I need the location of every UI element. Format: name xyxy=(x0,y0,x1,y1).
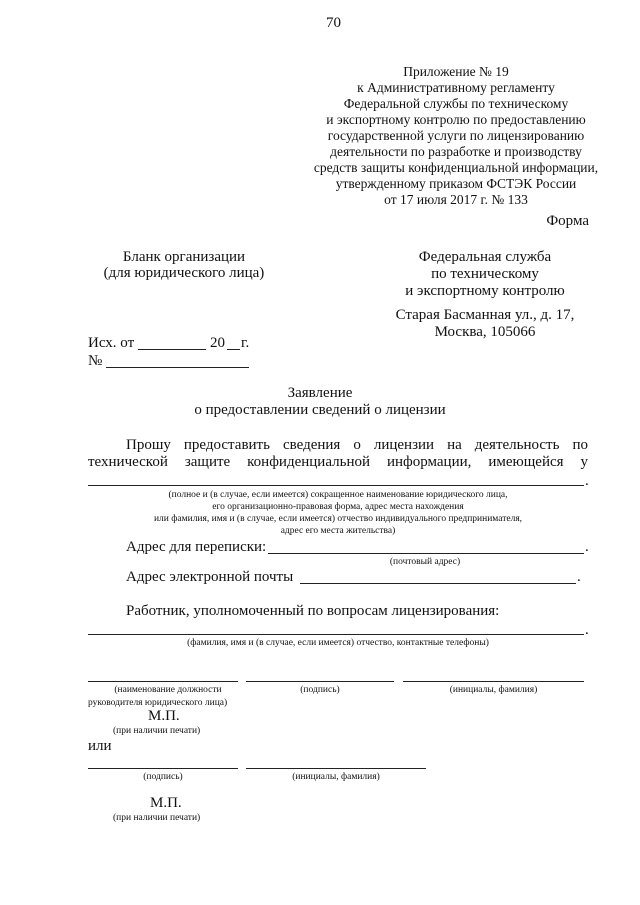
document-subtitle: о предоставлении сведений о лицензии xyxy=(194,402,446,418)
recipient-line: и экспортному контролю xyxy=(405,283,565,299)
initials-field-2[interactable] xyxy=(246,768,426,769)
signature-field-2[interactable] xyxy=(88,768,238,769)
stamp-label-2: М.П. xyxy=(150,795,182,811)
applicant-hint: (полное и (в случае, если имеется) сокращенное наименование юридического лица, xyxy=(168,490,508,500)
applicant-field[interactable] xyxy=(88,485,584,486)
stamp-hint-2: (при наличии печати) xyxy=(113,813,201,823)
mail-address-hint: (почтовый адрес) xyxy=(389,557,461,567)
body-line: Прошу предоставить сведения о лицензии на деятельность по xyxy=(126,437,588,453)
outgoing-year-suffix: г. xyxy=(241,335,250,351)
email-field[interactable] xyxy=(300,583,576,584)
appendix-line: и экспортному контролю по предоставлению xyxy=(326,112,586,127)
authorized-end-dot: . xyxy=(585,622,589,638)
stamp-hint: (при наличии печати) xyxy=(113,726,201,736)
recipient-line: Федеральная служба xyxy=(418,249,552,265)
signature-field[interactable] xyxy=(246,681,394,682)
outgoing-date-field[interactable] xyxy=(138,349,206,350)
recipient-line: по техническому xyxy=(431,266,539,282)
page-number: 70 xyxy=(326,15,341,31)
appendix-line: деятельности по разработке и производству xyxy=(330,144,582,159)
initials-field[interactable] xyxy=(403,681,584,682)
initials-hint-2: (инициалы, фамилия) xyxy=(292,772,380,782)
signature-hint: (подпись) xyxy=(300,685,340,695)
document-title: Заявление xyxy=(287,385,353,401)
appendix-line: от 17 июля 2017 г. № 133 xyxy=(384,192,528,207)
authorized-hint: (фамилия, имя и (в случае, если имеется) отчество, контактные телефоны) xyxy=(187,638,489,648)
mail-address-label: Адрес для переписки: xyxy=(126,539,267,555)
mail-address-end-dot: . xyxy=(585,539,589,555)
outgoing-year-prefix: 20 xyxy=(210,335,225,351)
appendix-line: Приложение № 19 xyxy=(403,64,509,79)
appendix-line: средств защиты конфиденциальной информации, xyxy=(313,160,599,175)
outgoing-number-label: № xyxy=(88,353,103,369)
outgoing-ref-label: Исх. от xyxy=(88,335,135,351)
appendix-line: Федеральной службы по техническому xyxy=(343,96,569,111)
or-label: или xyxy=(88,738,112,754)
mail-address-field[interactable] xyxy=(268,553,584,554)
email-end-dot: . xyxy=(577,569,581,585)
applicant-hint: адрес его места жительства) xyxy=(280,526,396,536)
position-hint: руководителя юридического лица) xyxy=(88,698,228,708)
applicant-hint: его организационно-правовая форма, адрес места нахождения xyxy=(212,502,464,512)
position-hint: (наименование должности xyxy=(114,685,222,695)
initials-hint: (инициалы, фамилия) xyxy=(449,685,538,695)
appendix-line: к Административному регламенту xyxy=(357,80,555,95)
stamp-label: М.П. xyxy=(148,708,180,724)
authorized-field[interactable] xyxy=(88,634,584,635)
appendix-line: утвержденному приказом ФСТЭК России xyxy=(335,176,577,191)
recipient-address: Старая Басманная ул., д. 17, xyxy=(395,307,575,323)
position-field[interactable] xyxy=(88,681,238,682)
outgoing-year-field[interactable] xyxy=(227,349,240,350)
applicant-hint: или фамилия, имя и (в случае, если имеется) отчество индивидуального предпринимателя, xyxy=(153,514,523,524)
form-label: Форма xyxy=(546,213,589,229)
body-line: технической защите конфиденциальной информации, имеющейся у xyxy=(88,454,588,470)
org-blank-label: Бланк организации xyxy=(122,249,246,265)
authorized-label: Работник, уполномоченный по вопросам лицензирования: xyxy=(126,603,500,619)
email-label: Адрес электронной почты xyxy=(126,569,294,585)
org-blank-sublabel: (для юридического лица) xyxy=(103,265,265,281)
applicant-end-dot: . xyxy=(585,473,589,489)
signature-hint-2: (подпись) xyxy=(143,772,183,782)
appendix-line: государственной услуги по лицензированию xyxy=(327,128,585,143)
recipient-address: Москва, 105066 xyxy=(434,324,536,340)
outgoing-number-field[interactable] xyxy=(106,367,249,368)
